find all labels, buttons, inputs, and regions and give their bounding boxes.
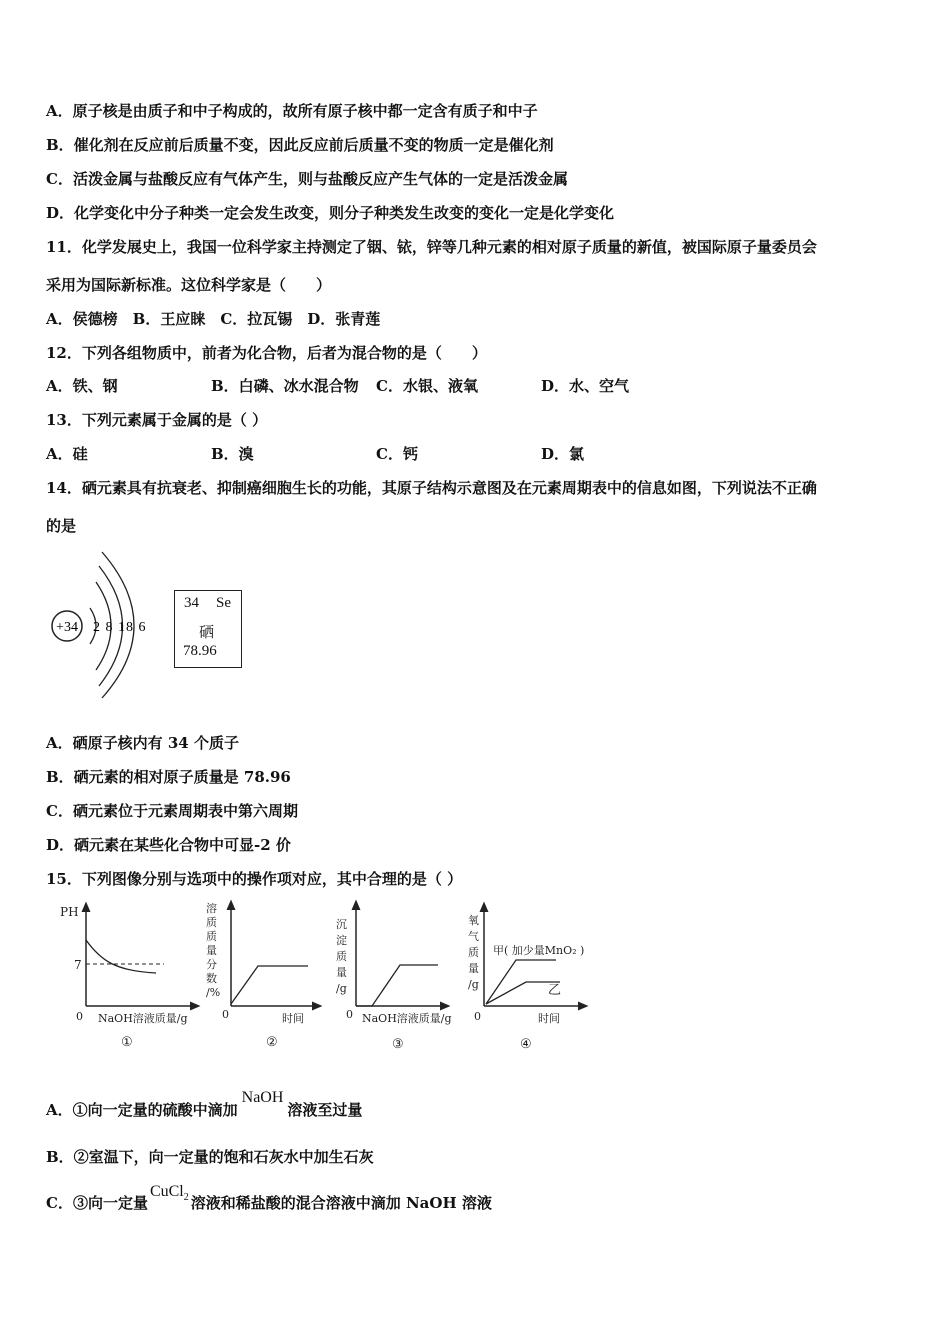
graph-4 bbox=[468, 906, 584, 1052]
graph-4-label-jia: 甲( 加少量MnO₂ ) bbox=[493, 944, 585, 957]
q12-option-d: D．水、空气 bbox=[541, 377, 630, 395]
graph-1-caption: ① bbox=[121, 1035, 133, 1050]
q10-option-a: A．原子核是由质子和中子构成的，故所有原子核中都一定含有质子和中子 bbox=[46, 102, 538, 120]
graph-3 bbox=[336, 904, 452, 1052]
graph-2-ylabel-char: 分 bbox=[206, 958, 217, 971]
q13-option-b: B．溴 bbox=[211, 445, 254, 463]
q14-option-d: D．硒元素在某些化合物中可显-2 价 bbox=[46, 836, 291, 854]
graph-2-curve bbox=[231, 966, 308, 1004]
q13-options bbox=[46, 444, 584, 464]
graph-1-tick-7: 7 bbox=[74, 958, 82, 972]
q14-option-c: C．硒元素位于元素周期表中第六周期 bbox=[46, 802, 298, 820]
q15-option-c-post: 溶液和稀盐酸的混合溶液中滴加 NaOH 溶液 bbox=[190, 1194, 492, 1212]
q15-graphs bbox=[46, 896, 606, 1058]
q14-option-a: A．硒原子核内有 34 个质子 bbox=[46, 734, 239, 752]
graph-2-caption: ② bbox=[266, 1035, 278, 1050]
graph-1-origin: 0 bbox=[76, 1010, 83, 1023]
atomic-mass: 78.96 bbox=[183, 643, 217, 659]
graph-3-curve bbox=[356, 965, 438, 1006]
q10-option-b: B．催化剂在反应前后质量不变，因此反应前后质量不变的物质一定是催化剂 bbox=[46, 136, 554, 154]
graph-1-xlabel: NaOH溶液质量/g bbox=[98, 1012, 188, 1025]
graph-4-label-yi: 乙 bbox=[548, 983, 562, 998]
graph-4-origin: 0 bbox=[474, 1010, 481, 1023]
graph-3-xlabel: NaOH溶液质量/g bbox=[362, 1012, 452, 1025]
q15-option-c bbox=[46, 1183, 492, 1220]
graph-4-ylabel-char: /g bbox=[468, 978, 479, 991]
graph-3-ylabel-char: 量 bbox=[336, 966, 347, 979]
graph-1-curve bbox=[86, 940, 156, 973]
nucleus-charge: +34 bbox=[56, 620, 78, 635]
element-tile-se bbox=[174, 590, 242, 668]
q15-option-a-post: 溶液至过量 bbox=[287, 1101, 363, 1119]
q15-stem: 15．下列图像分别与选项中的操作项对应，其中合理的是（ ） bbox=[46, 870, 463, 888]
element-symbol: Se bbox=[216, 595, 231, 611]
electron-counts: 2 8 18 6 bbox=[93, 620, 147, 635]
atomic-number: 34 bbox=[184, 595, 199, 611]
q15-option-c-pre: C．③向一定量 bbox=[46, 1194, 148, 1212]
q13-stem: 13．下列元素属于金属的是（ ） bbox=[46, 411, 268, 429]
graph-4-ylabel-char: 质 bbox=[468, 946, 479, 959]
graph-3-ylabel-char: 质 bbox=[336, 950, 347, 963]
graph-3-ylabel bbox=[336, 918, 347, 995]
q10-option-d: D．化学变化中分子种类一定会发生改变，则分子种类发生改变的变化一定是化学变化 bbox=[46, 204, 615, 222]
graph-4-ylabel-char: 氧 bbox=[468, 914, 479, 927]
q15-option-a-formula: NaOH bbox=[241, 1089, 284, 1106]
q11-stem-line2: 采用为国际新标准。这位科学家是（ ） bbox=[46, 276, 332, 294]
q12-stem: 12．下列各组物质中，前者为化合物，后者为混合物的是（ ） bbox=[46, 344, 487, 362]
graph-4-caption: ④ bbox=[520, 1037, 532, 1052]
graph-2-ylabel-char: 质 bbox=[206, 930, 217, 943]
graph-4-ylabel-char: 气 bbox=[468, 930, 479, 943]
q13-option-c: C．钙 bbox=[376, 445, 418, 463]
q15-option-c-formula bbox=[149, 1183, 189, 1204]
graph-2-xlabel: 时间 bbox=[282, 1012, 304, 1025]
graph-1 bbox=[60, 905, 196, 1050]
graph-4-ylabel bbox=[468, 913, 479, 991]
graph-2-ylabel-char: /% bbox=[206, 986, 221, 999]
q14-option-b: B．硒元素的相对原子质量是 78.96 bbox=[46, 768, 291, 786]
graph-3-ylabel-char: 淀 bbox=[336, 934, 347, 947]
graph-2 bbox=[206, 901, 318, 1050]
q11-stem-line1: 11．化学发展史上，我国一位科学家主持测定了铟、铱，锌等几种元素的相对原子质量的新值，被国际原子量委员会 bbox=[46, 238, 817, 256]
q15-option-a-pre: A．①向一定量的硫酸中滴加 bbox=[46, 1101, 238, 1119]
element-name: 硒 bbox=[199, 625, 215, 641]
graph-3-caption: ③ bbox=[392, 1037, 404, 1052]
graph-2-ylabel bbox=[206, 901, 220, 999]
graph-4-ylabel-char: 量 bbox=[468, 962, 479, 975]
graph-2-ylabel-char: 质 bbox=[206, 916, 217, 929]
q12-option-c: C．水银、液氧 bbox=[376, 377, 478, 395]
graph-4-xlabel: 时间 bbox=[538, 1012, 560, 1025]
graph-2-ylabel-char: 溶 bbox=[206, 902, 217, 915]
q12-options bbox=[46, 376, 629, 396]
q15-option-b: B．②室温下，向一定量的饱和石灰水中加生石灰 bbox=[46, 1148, 374, 1166]
graph-1-ylabel: PH bbox=[60, 905, 79, 919]
graph-3-origin: 0 bbox=[346, 1008, 353, 1021]
graph-3-ylabel-char: /g bbox=[336, 982, 347, 995]
q15-option-c-formula-sub: 2 bbox=[183, 1192, 189, 1204]
q12-option-b: B．白磷、冰水混合物 bbox=[211, 377, 359, 395]
q11-options: A．侯德榜 B．王应睐 C．拉瓦锡 D．张青莲 bbox=[46, 310, 381, 328]
q10-option-c: C．活泼金属与盐酸反应有气体产生，则与盐酸反应产生气体的一定是活泼金属 bbox=[46, 170, 568, 188]
q14-stem-line2: 的是 bbox=[46, 517, 77, 535]
q12-option-a: A．铁、钢 bbox=[46, 377, 118, 395]
atom-structure-diagram bbox=[46, 550, 156, 700]
q13-option-a: A．硅 bbox=[46, 445, 88, 463]
q14-stem-line1: 14．硒元素具有抗衰老、抑制癌细胞生长的功能，其原子结构示意图及在元素周期表中的信息如图，下列说法不正确 bbox=[46, 479, 817, 497]
graph-2-ylabel-char: 量 bbox=[206, 944, 217, 957]
graph-2-ylabel-char: 数 bbox=[206, 972, 217, 985]
graph-3-ylabel-char: 沉 bbox=[336, 918, 347, 931]
graph-2-origin: 0 bbox=[222, 1008, 229, 1021]
q13-option-d: D．氯 bbox=[541, 445, 585, 463]
q15-option-a bbox=[46, 1089, 363, 1121]
q15-option-c-formula-main: CuCl bbox=[149, 1183, 184, 1200]
